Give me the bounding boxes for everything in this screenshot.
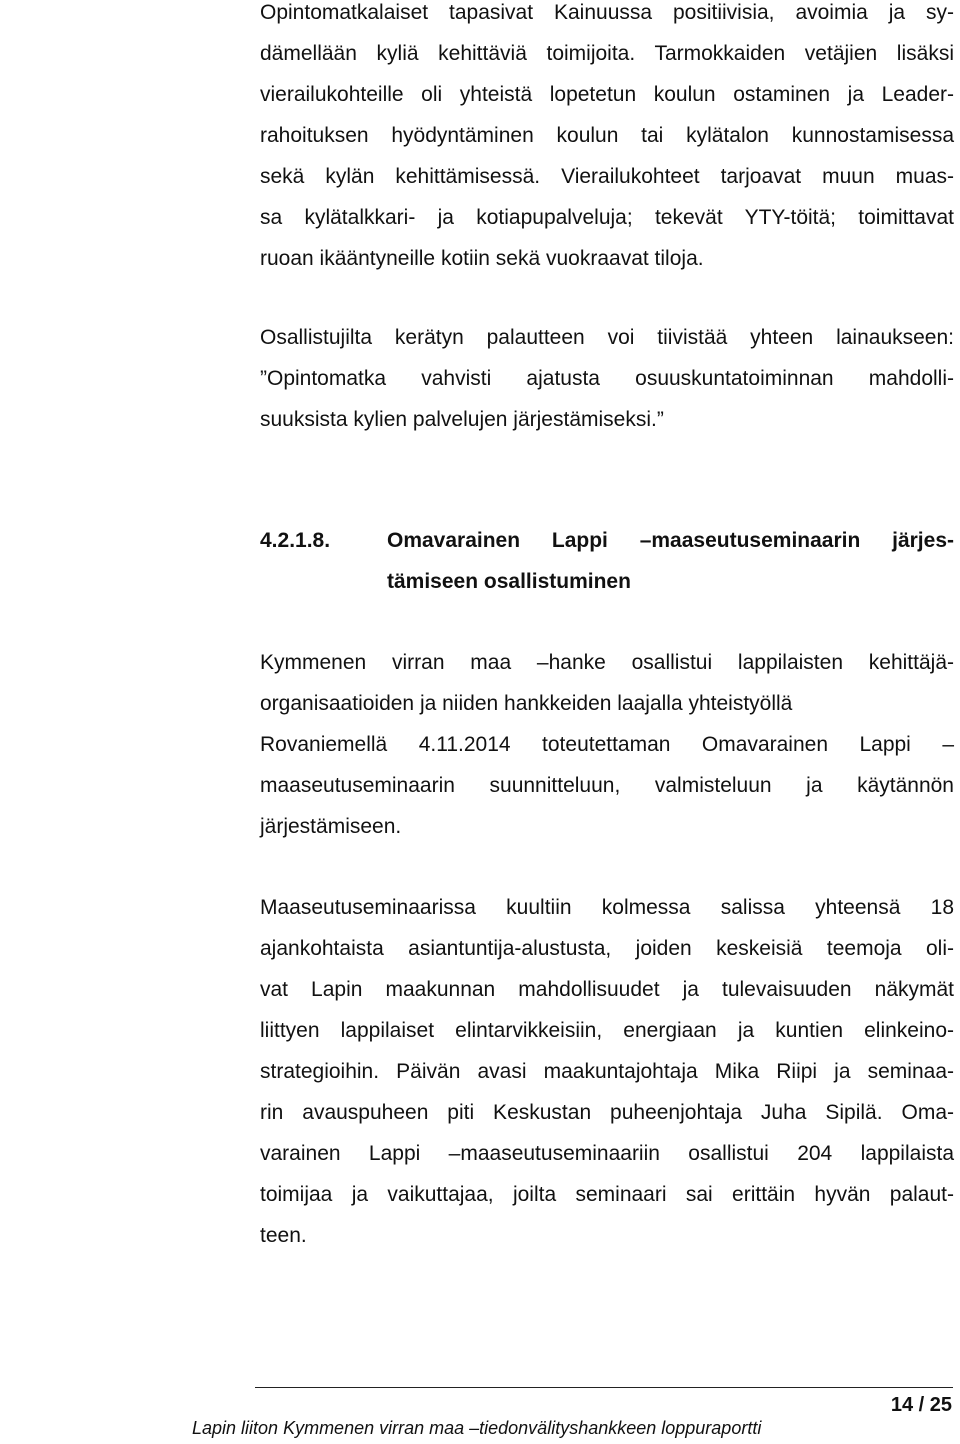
paragraph-study-trip-findings — [260, 0, 954, 279]
text-line: ajankohtaista asiantuntija-alustusta, joiden keskeisiä teemoja oli- — [260, 937, 954, 960]
text-line: toimijaa ja vaikuttajaa, joilta seminaari sai erittäin hyvän palaut- — [260, 1183, 954, 1206]
text-line: maaseutuseminaarin suunnitteluun, valmisteluun ja käytännön — [260, 774, 954, 797]
text-line: ”Opintomatka vahvisti ajatusta osuuskuntatoiminnan mahdolli- — [260, 367, 954, 390]
text-line: sekä kylän kehittämisessä. Vierailukohteet tarjoavat muun muas- — [260, 165, 954, 188]
text-line: Osallistujilta kerätyn palautteen voi tiivistää yhteen lainaukseen: — [260, 326, 954, 349]
section-title-line: Omavarainen Lappi –maaseutuseminaarin järjes- — [387, 529, 954, 552]
text-line: rin avauspuheen piti Keskustan puheenjohtaja Juha Sipilä. Oma- — [260, 1101, 954, 1124]
text-line: teen. — [260, 1224, 307, 1247]
text-line: rahoituksen hyödyntäminen koulun tai kylätalon kunnostamisessa — [260, 124, 954, 147]
text-line: dämellään kyliä kehittäviä toimijoita. Tarmokkaiden vetäjien lisäksi — [260, 42, 954, 65]
text-line: Maaseutuseminaarissa kuultiin kolmessa salissa yhteensä 18 — [260, 896, 954, 919]
section-title-line: tämiseen osallistuminen — [387, 570, 631, 593]
text-line: organisaatioiden ja niiden hankkeiden laajalla yhteistyöllä — [260, 692, 793, 715]
page-number: 14 / 25 — [890, 1394, 952, 1416]
text-line: liittyen lappilaiset elintarvikkeisiin, energiaan ja kuntien elinkeino- — [260, 1019, 954, 1042]
text-line: varainen Lappi –maaseutuseminaariin osallistui 204 lappilaista — [260, 1142, 954, 1165]
paragraph-participant-feedback — [260, 317, 954, 440]
text-line: Opintomatkalaiset tapasivat Kainuussa positiivisia, avoimia ja sy- — [260, 1, 954, 24]
section-number: 4.2.1.8. — [260, 529, 331, 552]
text-line: suuksista kylien palvelujen järjestämiseksi.” — [260, 408, 664, 431]
paragraph-seminar-content — [260, 887, 954, 1256]
text-line: vierailukohteille oli yhteistä lopetetun koulun ostaminen ja Leader- — [260, 83, 954, 106]
paragraph-seminar-participation — [260, 642, 954, 847]
footer-divider — [255, 1387, 953, 1388]
footer-report-title: Lapin liiton Kymmenen virran maa –tiedonvälityshankkeen loppuraportti — [192, 1418, 762, 1438]
text-line: järjestämiseen. — [260, 815, 402, 838]
text-line: strategioihin. Päivän avasi maakuntajohtaja Mika Riipi ja seminaa- — [260, 1060, 954, 1083]
text-line: vat Lapin maakunnan mahdollisuudet ja tulevaisuuden näkymät — [260, 978, 954, 1001]
text-line: ruoan ikääntyneille kotiin sekä vuokraavat tiloja. — [260, 247, 704, 270]
text-line: sa kylätalkkari- ja kotiapupalveluja; tekevät YTY-töitä; toimittavat — [260, 206, 954, 229]
section-title — [387, 520, 954, 602]
text-line: Kymmenen virran maa –hanke osallistui lappilaisten kehittäjä- — [260, 651, 954, 674]
text-line: Rovaniemellä 4.11.2014 toteutettaman Omavarainen Lappi – — [260, 733, 954, 756]
